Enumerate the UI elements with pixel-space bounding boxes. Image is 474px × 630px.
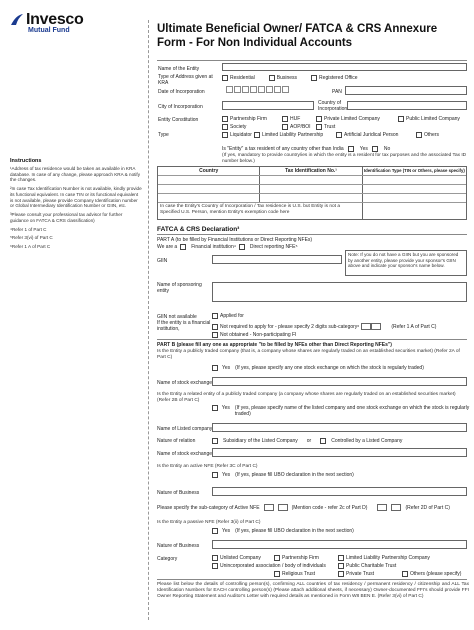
tax-table-header xyxy=(158,167,466,175)
fatca-title: FATCA & CRS Declaration³ xyxy=(157,226,240,233)
address-residential[interactable]: Residential xyxy=(222,75,255,81)
country-label: Country of Incorporation xyxy=(318,100,348,112)
part-b-label: PART B (please fill any one as appropriate "to be filled by NFEs other than Direct Reporting NFEs") xyxy=(157,342,392,348)
tax-resident-question: Is "Entity" a tax resident of any country other than India Yes No xyxy=(222,146,391,152)
sponsor-label: Name of sponsoring entity xyxy=(157,282,202,294)
category-label: Category xyxy=(157,556,178,562)
part-a-label: PART A (to be filled by Financial Institutions or Direct Reporting NFEs) xyxy=(157,237,313,243)
const-aop[interactable]: AOP/BOI xyxy=(282,124,316,130)
const-huf[interactable]: HUF xyxy=(282,116,316,122)
giin-field[interactable] xyxy=(212,255,342,264)
doi-label: Date of Incorporation xyxy=(158,89,205,95)
nfe-checkbox[interactable] xyxy=(239,244,245,250)
doi-field[interactable] xyxy=(226,86,290,93)
b3-question: Is the Entity an active NFE (Refer 3C of Part C) xyxy=(157,464,258,469)
applied-for-option[interactable]: Applied for xyxy=(212,313,244,319)
divider xyxy=(157,60,467,61)
cat-others[interactable]: Others (please specify) xyxy=(402,571,461,577)
address-type-label: Type of Address given at KRA xyxy=(158,74,213,86)
listed-company-label: Name of Listed company xyxy=(157,426,213,432)
col-country: Country xyxy=(158,167,260,175)
nature-business-field[interactable] xyxy=(212,487,467,496)
checkbox[interactable] xyxy=(269,75,275,81)
divider xyxy=(157,234,467,235)
brand-logo xyxy=(10,10,100,44)
const-society[interactable]: Society xyxy=(222,124,282,130)
address-business[interactable]: Business xyxy=(269,75,297,81)
const-liquidator[interactable]: Liquidator xyxy=(222,132,254,138)
cat-religious-trust[interactable]: Religious Trust xyxy=(274,571,338,577)
b1-yes-checkbox[interactable] xyxy=(212,365,218,371)
b2-yes-row: Yes (If yes, please specify name of the listed company and one stock exchange on which the stock is regularly traded) xyxy=(212,405,470,417)
entity-name-label: Name of the Entity xyxy=(158,66,200,72)
city-label: City of Incorporation xyxy=(158,104,203,110)
subcategory-code-field[interactable] xyxy=(377,504,387,511)
type-label: Type xyxy=(158,132,169,138)
instruction-item: ³Please consult your professional tax advisor for further guidance on FATCA & CRS classification) xyxy=(10,212,123,223)
b3-yes-checkbox[interactable] xyxy=(212,472,218,478)
table-row[interactable] xyxy=(158,193,466,202)
subcategory-field[interactable] xyxy=(371,323,381,330)
instruction-item: ⁴Refer 1 of Part C xyxy=(10,226,47,232)
brand-name: Invesco xyxy=(26,11,84,28)
constitution-options xyxy=(222,116,472,138)
giin-na-options: Applied for Not required to apply for - please specify 2 digits sub-category⁶ (Refer 1 A of Part C) Not obtained - Non-participating FI xyxy=(212,313,470,340)
const-others[interactable]: Others xyxy=(416,132,439,138)
instruction-item: ²In case Tax Identification Number is not available, kindly provide its functional equivalent. In case TIN or its functional equivalent is not available, please provide Company Identification number or Global Intermediary Identification Number or GIIN, etc. xyxy=(10,186,142,209)
instruction-item: ⁶Refer 1 A of Part C xyxy=(10,244,51,250)
cat-private-trust[interactable]: Private Trust xyxy=(338,571,402,577)
stock-exchange-field[interactable] xyxy=(212,448,467,457)
address-registered[interactable]: Registered Office xyxy=(311,75,358,81)
const-public[interactable]: Public Limited Company xyxy=(398,116,460,122)
nature-business-field[interactable] xyxy=(212,540,467,549)
controlled-checkbox[interactable] xyxy=(320,438,326,444)
brand-sub: Mutual Fund xyxy=(28,27,70,35)
tax-table xyxy=(157,166,467,220)
cat-unincorporated[interactable]: Unincorporated association / body of individuals xyxy=(212,563,338,569)
sponsor-field[interactable] xyxy=(212,282,467,302)
we-are-row: We are a Financial institution⁴ Direct reporting NFE⁵ xyxy=(157,244,298,250)
entity-name-field[interactable] xyxy=(222,63,467,71)
subcategory-code-field[interactable] xyxy=(264,504,274,511)
const-trust[interactable]: Trust xyxy=(316,124,335,130)
country-field[interactable] xyxy=(347,101,467,110)
const-private[interactable]: Private Limited Company xyxy=(316,116,398,122)
subcategory-code-field[interactable] xyxy=(391,504,401,511)
giin-na-label: GIIN not available xyxy=(157,314,197,320)
fi-checkbox[interactable] xyxy=(180,244,186,250)
instruction-item: ⁵Refer 3(vi) of Part C xyxy=(10,235,53,241)
instructions-list xyxy=(10,166,142,250)
b2-yes-checkbox[interactable] xyxy=(212,405,218,411)
stock-exchange-label: Name of stock exchange xyxy=(157,451,213,457)
tax-yes-checkbox[interactable] xyxy=(348,146,354,152)
const-partnership[interactable]: Partnership Firm xyxy=(222,116,282,122)
pan-label: PAN xyxy=(332,89,342,95)
constitution-label: Entity Constitution xyxy=(158,117,199,123)
nature-business-label: Nature of Business xyxy=(157,543,200,549)
tax-note: (If yes, mandatory to provide country/ies in which the entity is a resident for tax purposes and the associated Tax ID number below.) xyxy=(222,153,467,164)
subsidiary-checkbox[interactable] xyxy=(212,438,218,444)
b4-yes-checkbox[interactable] xyxy=(212,528,218,534)
subcategory-row: Please specify the sub-category of Active NFE (Mention code - refer 2c of Part D) (Refer 2D of Part C) xyxy=(157,504,450,511)
not-obtained-option[interactable]: Not obtained - Non-participating FI xyxy=(212,332,296,338)
b4-question: Is the Entity a passive NFE (Refer 3(ii) of Part C) xyxy=(157,520,261,525)
checkbox[interactable] xyxy=(222,75,228,81)
instruction-item: ¹Address of tax residence would be taken as available in KRA database. In case of any change, please approach KRA & notify the changes. xyxy=(10,166,140,183)
divider xyxy=(157,339,467,340)
tax-no-checkbox[interactable] xyxy=(372,146,378,152)
subcategory-code-field[interactable] xyxy=(278,504,288,511)
instructions-title: Instructions xyxy=(10,158,42,164)
controlling-persons-note: Please list below the details of controlling person(s), confirming ALL countries of tax residency / permanent residency / citizenship and ALL Tax Identification Numbers for EACH controlling person(s) (Please attach additional sheets, if necessary) Owner-documented FFI's should provide FFI Owner Reporting Statement and Auditor's Letter with required details as mentioned in Form W8 BEN E. (Refer 3(vi) of Part C) xyxy=(157,582,469,599)
column-divider xyxy=(148,20,149,620)
invesco-swoosh-icon xyxy=(10,13,24,27)
table-row[interactable] xyxy=(158,175,466,184)
subcategory-field[interactable] xyxy=(361,323,371,330)
checkbox[interactable] xyxy=(311,75,317,81)
table-row[interactable] xyxy=(158,184,466,193)
stock-exchange-label: Name of stock exchange xyxy=(157,380,213,386)
exemption-text: In case the Entity's Country of Incorporation / Tax residence is U.S. but Entity is not a Specified U.S. Person, mention Entity's exemption code here xyxy=(158,203,363,219)
not-required-option[interactable]: Not required to apply for - please specify 2 digits sub-category⁶ xyxy=(212,324,359,330)
cat-public-trust[interactable]: Public Charitable Trust xyxy=(338,563,396,569)
b2-question: Is the Entity a related entity of a publicly traded company (a company whose shares are regularly traded on an established securities market) (Refer 2B of Part C) xyxy=(157,392,456,403)
address-type-options xyxy=(222,75,358,81)
relation-row: Nature of relation Subsidiary of the Listed Company or Controlled by a Listed Company xyxy=(157,438,403,444)
exemption-row xyxy=(158,202,466,219)
const-llp[interactable]: Limited Liability Partnership xyxy=(254,132,336,138)
cat-unlisted[interactable]: Unlisted Company xyxy=(212,555,274,561)
form-title: Ultimate Beneficial Owner/ FATCA & CRS Annexure Form - For Non Individual Accounts xyxy=(157,23,438,49)
cat-llp[interactable]: Limited Liability Partnership Company xyxy=(338,555,430,561)
b1-yes-row: Yes (If yes, please specify any one stock exchange on which the stock is regularly traded) xyxy=(212,365,424,371)
listed-company-field[interactable] xyxy=(212,423,467,432)
pan-field[interactable] xyxy=(345,86,467,95)
exemption-code-field[interactable] xyxy=(363,203,466,219)
b1-question: Is the Entity a publicly traded company (that is, a company whose shares are regularly traded on an established securities market) (Refer 2A of Part C) xyxy=(157,349,460,360)
giin-label: GIIN xyxy=(157,258,168,264)
col-id-type: Identification Type (TIN or Others, please specify) xyxy=(363,168,465,173)
col-tin: Tax Identification No.¹ xyxy=(260,167,362,175)
nature-business-label: Nature of Business xyxy=(157,490,200,496)
const-ajp[interactable]: Artificial Juridical Person xyxy=(336,132,416,138)
b3-yes-row: Yes (If yes, please fill UBO declaration in the next section) xyxy=(212,472,354,478)
fi-if-label: If the entity is a financial institution, xyxy=(157,320,211,332)
b4-yes-row: Yes (If yes, please fill UBO declaration in the next section) xyxy=(212,528,354,534)
category-options xyxy=(212,555,470,577)
cat-partnership[interactable]: Partnership Firm xyxy=(274,555,338,561)
divider xyxy=(157,579,467,580)
giin-note: Note: If you do not have a GIIN but you are sponsored by another entity, please provide your sponsor's GIIN above and indicate your sponsor's name below. xyxy=(345,250,467,276)
city-field[interactable] xyxy=(222,101,314,110)
stock-exchange-field[interactable] xyxy=(212,377,467,386)
